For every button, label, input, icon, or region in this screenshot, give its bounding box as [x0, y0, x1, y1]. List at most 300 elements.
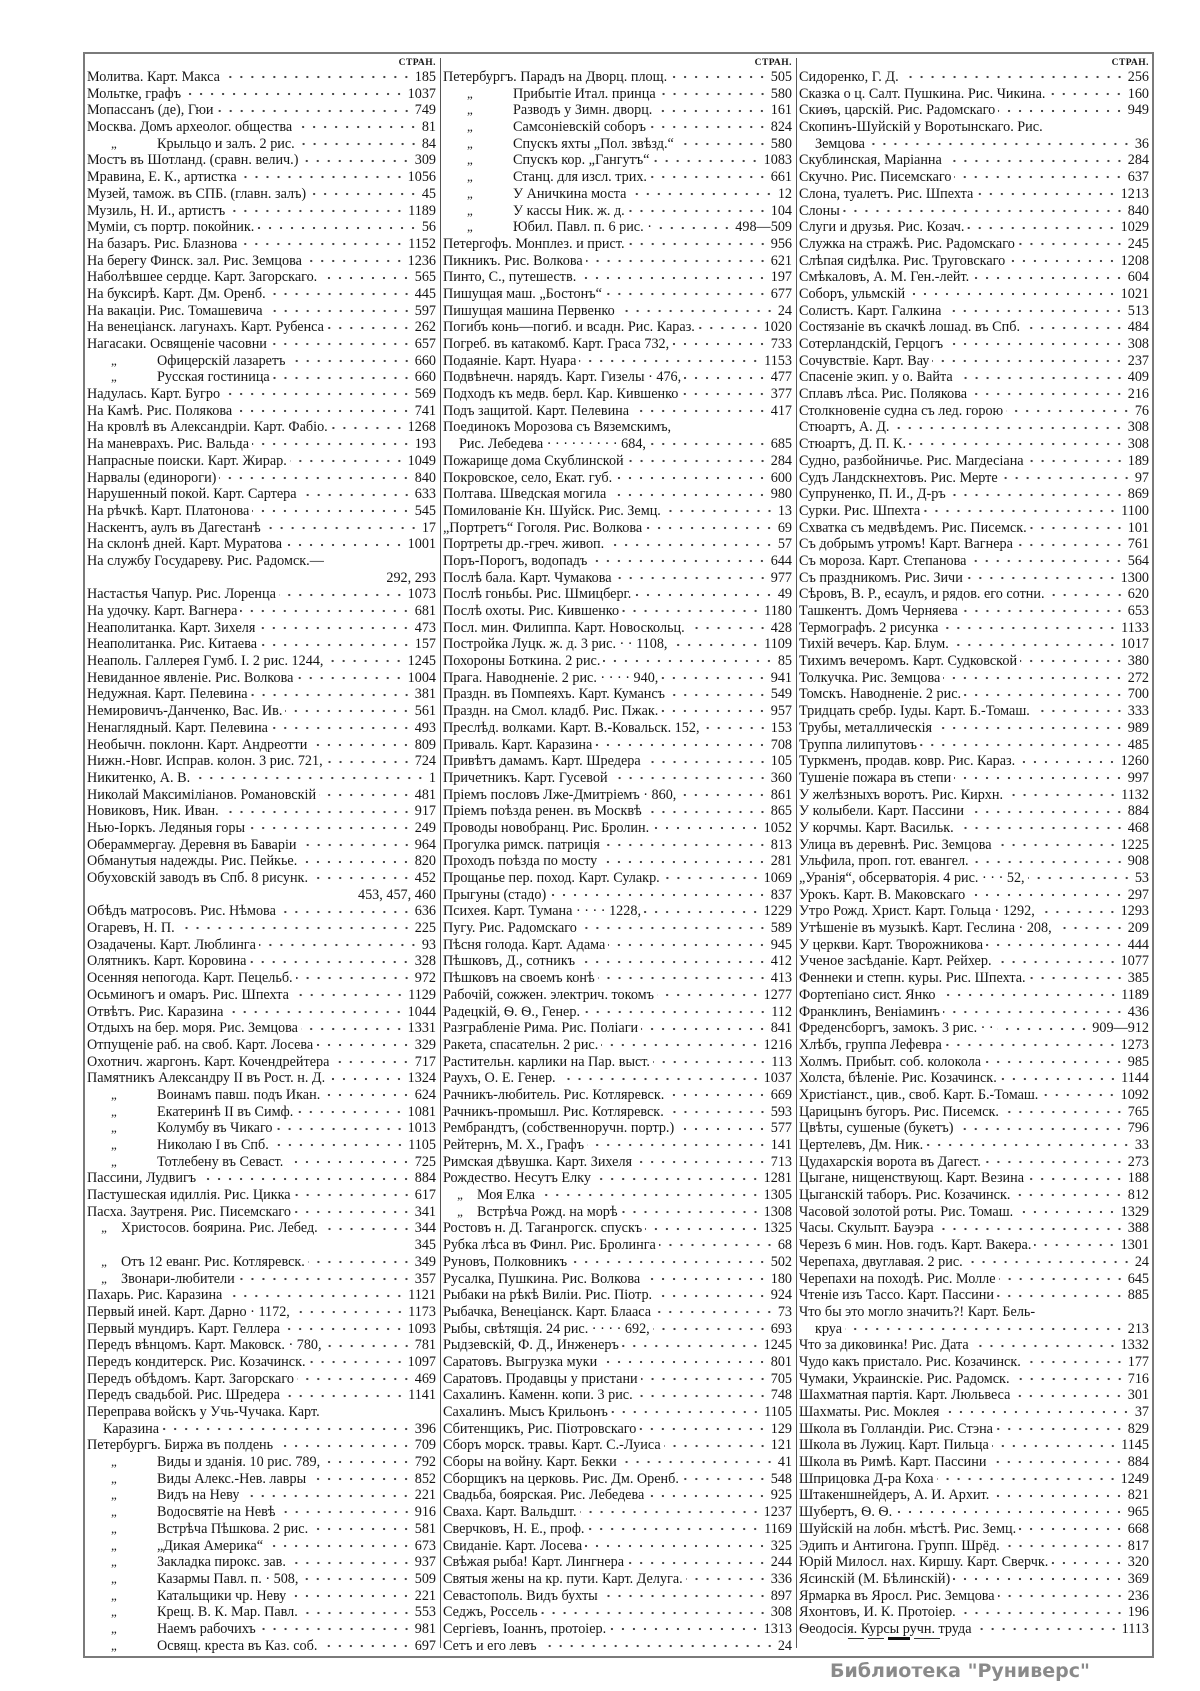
- dot-leader: [538, 1193, 761, 1197]
- dot-leader: [995, 960, 1118, 964]
- index-entry: [443, 686, 794, 703]
- index-entry: [799, 119, 1151, 136]
- ditto-mark: „: [111, 1604, 117, 1620]
- index-entry: [799, 286, 1151, 303]
- dot-leader: [679, 793, 767, 797]
- entry-title: Сваха. Карт. Вальдшт.: [443, 1504, 577, 1521]
- index-entry: [799, 770, 1151, 787]
- entry-title: Пинто, С., путешеств.: [443, 269, 577, 286]
- index-entry: [443, 1220, 794, 1237]
- entry-title: Ученое засѣданіе. Карт. Рейхер.: [799, 953, 992, 970]
- index-entry: [799, 1404, 1151, 1421]
- entry-page-number: 812: [1127, 1187, 1149, 1204]
- entry-page-number: 852: [414, 1470, 436, 1487]
- dot-leader: [605, 292, 768, 296]
- entry-title: Шприцовка Д-ра Коха: [799, 1470, 934, 1487]
- index-entry: [443, 1421, 794, 1438]
- index-entry: [87, 253, 438, 270]
- ditto-mark: „: [111, 1137, 117, 1152]
- dot-leader: [320, 1644, 411, 1648]
- index-entry: [443, 1554, 794, 1571]
- entry-title: Передъ свадьбой. Рис. Шредера: [87, 1387, 280, 1404]
- index-entry: [443, 1638, 794, 1655]
- dot-leader: [260, 643, 412, 647]
- dot-leader: [298, 142, 419, 146]
- entry-title: На венеціанск. лагунахъ. Карт. Рубенса: [87, 319, 324, 336]
- dot-leader: [649, 125, 768, 129]
- dot-leader: [294, 1193, 412, 1197]
- index-entry: [799, 1421, 1151, 1438]
- index-entry: [87, 1321, 438, 1338]
- index-entry: [443, 86, 794, 103]
- entry-page-number: 1: [428, 769, 436, 786]
- index-entry: [443, 1187, 794, 1204]
- dot-leader: [664, 1444, 768, 1448]
- dot-leader: [578, 960, 768, 964]
- dot-leader: [647, 1494, 767, 1498]
- index-entry: [87, 86, 438, 103]
- index-entry: [799, 720, 1151, 737]
- index-entry: [87, 186, 438, 203]
- dot-leader: [652, 159, 760, 163]
- dot-leader: [652, 826, 761, 830]
- dot-leader: [644, 760, 768, 764]
- index-entry: [799, 1154, 1151, 1171]
- dot-leader: [843, 209, 1125, 213]
- entry-title: Цертелевъ, Дм. Ник.: [799, 1137, 924, 1153]
- index-entry: [443, 653, 794, 670]
- index-entry: [87, 1487, 438, 1504]
- index-entry: [443, 269, 794, 286]
- entry-title: Ракета, спасательн. 2 рис.: [443, 1036, 599, 1053]
- dot-leader: [178, 926, 412, 930]
- index-entry: [87, 870, 438, 887]
- index-entry: [443, 1287, 794, 1304]
- dot-leader: [270, 342, 412, 346]
- entry-title: Черезъ 6 мин. Нов. годъ. Карт. Вакера.: [799, 1237, 1032, 1254]
- index-entry: [87, 1521, 438, 1538]
- index-entry: [87, 520, 438, 537]
- dot-leader: [587, 1527, 761, 1531]
- entry-title: Слуги и друзья. Рис. Козач.: [799, 219, 965, 236]
- index-entry: [443, 920, 794, 937]
- entry-page-number: 724: [414, 753, 436, 770]
- entry-page-number: 884: [414, 1170, 436, 1187]
- entry-page-number: 925: [770, 1487, 792, 1504]
- dot-leader: [257, 226, 419, 230]
- entry-title: Судно, разбойничье. Рис. Магдесіана: [799, 452, 1024, 469]
- dot-leader: [549, 893, 768, 897]
- dot-leader: [1029, 976, 1125, 980]
- dot-leader: [661, 676, 767, 680]
- dot-leader: [1019, 1527, 1125, 1531]
- entry-title: Толкучка. Рис. Земцова: [799, 669, 941, 686]
- entry-title: Пассини, Лудвигъ: [87, 1170, 197, 1187]
- index-entry: [443, 1437, 794, 1454]
- index-entry: [799, 670, 1151, 687]
- dot-leader: [276, 1127, 405, 1131]
- entry-title: Ненаглядный. Карт. Пелевина: [87, 719, 268, 736]
- entry-page-number: 1141: [408, 1387, 436, 1404]
- index-entry: [87, 1187, 438, 1204]
- entry-title: Сборъ морск. травы. Карт. С.-Луиса: [443, 1437, 661, 1454]
- entry-title: Франклинъ, Веніаминъ: [799, 1003, 940, 1020]
- entry-page-number: 69: [777, 519, 792, 536]
- entry-title: Рыдзевскій, Ф. Д., Инженеръ: [443, 1337, 619, 1354]
- dot-leader: [976, 192, 1117, 196]
- entry-title: Скублинская, Маріанна: [799, 152, 942, 169]
- entry-title: Соборъ, ульмскій: [799, 285, 906, 302]
- dot-leader: [639, 1427, 767, 1431]
- index-entry: [87, 887, 438, 904]
- index-entry: [87, 953, 438, 970]
- entry-title: Ярмарка въ Яросл. Рис. Земцова: [799, 1587, 995, 1604]
- entry-page-number: 977: [770, 569, 792, 586]
- entry-title: Помилованіе Кн. Шуйск. Рис. Земц.: [443, 502, 661, 519]
- entry-title: Прибытіе Итал. принца: [513, 85, 656, 102]
- entry-page-number: 185: [414, 69, 436, 85]
- index-column-2: [443, 58, 794, 1652]
- ditto-mark: „: [467, 102, 473, 118]
- dot-leader: [667, 1093, 767, 1097]
- entry-title: Офицерскій лазаретъ: [157, 352, 286, 369]
- ditto-mark: „: [111, 1637, 117, 1653]
- entry-title: Царицынъ бугоръ. Рис. Писемск.: [799, 1103, 999, 1120]
- entry-title: Праздн. въ Помпеяхъ. Карт. Кумансъ: [443, 686, 665, 703]
- entry-title: Нижн.-Новг. Исправ. колон. 3 рис. 721,: [87, 753, 323, 770]
- entry-page-number: 197: [770, 269, 792, 286]
- dot-leader: [845, 1327, 1125, 1331]
- ditto-mark: „: [467, 119, 473, 135]
- entry-page-number: 577: [770, 1120, 792, 1137]
- index-entry: [87, 1137, 438, 1154]
- index-entry: [443, 1571, 794, 1588]
- entry-page-number: 1144: [1121, 1070, 1149, 1087]
- entry-page-number: 989: [1127, 719, 1149, 736]
- entry-title: Судъ Ландскнехтовъ. Рис. Мерте: [799, 469, 998, 486]
- index-entry: [443, 470, 794, 487]
- entry-title: Рачникъ-любитель. Рис. Котляревск.: [443, 1086, 665, 1103]
- index-entry: [443, 803, 794, 820]
- entry-page-number: 636: [414, 903, 436, 920]
- entry-page-number: 897: [770, 1587, 792, 1604]
- entry-title: Школа въ Лужиц. Карт. Пильца: [799, 1437, 989, 1454]
- index-entry: [799, 1287, 1151, 1304]
- entry-title: Похороны Боткина. 2 рис.: [443, 653, 601, 670]
- index-entry: [443, 1304, 794, 1321]
- index-entry: [443, 336, 794, 353]
- index-entry: [799, 319, 1151, 336]
- index-entry: [799, 853, 1151, 870]
- dot-leader: [292, 993, 405, 997]
- dot-leader: [586, 259, 768, 263]
- entry-title: У колыбели. Карт. Пассини: [799, 803, 964, 820]
- index-entry: [799, 1571, 1151, 1588]
- dot-leader: [226, 1010, 404, 1014]
- entry-title: Послѣ бала. Карт. Чумакова: [443, 569, 612, 586]
- entry-page-number: 781: [414, 1337, 436, 1354]
- entry-page-number: 1245: [763, 1337, 792, 1354]
- entry-page-number: 597: [414, 302, 436, 319]
- ditto-mark: „: [467, 185, 473, 201]
- entry-page-number: 24: [777, 302, 792, 319]
- entry-title: Сотерландскій, Герцогъ: [799, 336, 944, 352]
- index-entry: [443, 737, 794, 754]
- entry-page-number: 93: [421, 936, 436, 953]
- entry-page-number: 281: [770, 853, 792, 870]
- entry-title: Стюартъ, А. Д.: [799, 419, 890, 436]
- entry-title: Холста, бѣленіе. Рис. Козачинск.: [799, 1070, 997, 1087]
- entry-page-number: 301: [1127, 1387, 1149, 1404]
- entry-page-number: 1249: [1120, 1470, 1149, 1487]
- entry-title: Яхонтовъ, И. К. Протоіер.: [799, 1604, 956, 1621]
- entry-page-number: 1305: [763, 1187, 792, 1204]
- index-entry: [443, 953, 794, 970]
- dot-leader: [670, 75, 768, 79]
- entry-title: Свиданіе. Карт. Лосева: [443, 1537, 583, 1554]
- dot-leader: [1002, 1110, 1125, 1114]
- dot-leader: [975, 1627, 1119, 1631]
- entry-title: Цыгане, нищенствующ. Карт. Везина: [799, 1170, 1025, 1187]
- entry-title: У Аничкина моста: [513, 185, 627, 202]
- dot-leader: [1038, 1310, 1146, 1314]
- index-entry: [799, 520, 1151, 537]
- index-entries: [87, 69, 438, 1654]
- entry-title: Ясинскій (М. Бѣлинскій): [799, 1570, 951, 1587]
- dot-leader: [1013, 1377, 1125, 1381]
- entry-page-number: 677: [770, 285, 792, 302]
- index-entry: [87, 119, 438, 136]
- entry-page-number: 193: [414, 436, 436, 453]
- entry-page-number: 320: [1127, 1554, 1149, 1571]
- entry-page-number: 909—912: [1092, 1020, 1149, 1037]
- entry-page-number: 1081: [407, 1103, 436, 1120]
- index-entry: [87, 720, 438, 737]
- index-entry: [443, 1521, 794, 1538]
- entry-page-number: 916: [414, 1504, 436, 1521]
- dot-leader: [1000, 1077, 1118, 1081]
- entry-page-number: 1044: [407, 1003, 436, 1020]
- index-entry: [799, 887, 1151, 904]
- entry-title: Моя Елка: [477, 1187, 535, 1204]
- dot-leader: [600, 860, 767, 864]
- entry-title: У корчмы. Карт. Васильк.: [799, 819, 954, 836]
- entry-page-number: 49: [777, 586, 792, 603]
- index-entry: [443, 1004, 794, 1021]
- entry-title: Сказка о ц. Салт. Пушкина. Рис. Чикина.: [799, 85, 1046, 102]
- dot-leader: [106, 893, 355, 897]
- entry-title: Шубертъ, Ѳ. Ѳ.: [799, 1504, 893, 1521]
- dot-leader: [320, 276, 411, 280]
- entry-page-number: 1300: [1120, 569, 1149, 586]
- dot-leader: [949, 493, 1125, 497]
- index-entry: [799, 1454, 1151, 1471]
- dot-leader: [615, 576, 768, 580]
- entry-title: Чумаки, Украинскіе. Рис. Радомск.: [799, 1370, 1010, 1387]
- entry-page-number: 717: [414, 1053, 436, 1070]
- dot-leader: [310, 743, 411, 747]
- entry-page-number: 1052: [763, 819, 792, 836]
- dot-leader: [999, 1277, 1125, 1281]
- entry-title: Погреб. въ катакомб. Карт. Граса 732,: [443, 336, 670, 352]
- index-entry: [87, 386, 438, 403]
- entry-title: Сетъ и его левъ: [443, 1637, 537, 1654]
- index-entry: [443, 1404, 794, 1421]
- dot-leader: [1003, 1544, 1125, 1548]
- index-entry: [443, 253, 794, 270]
- entry-page-number: 1004: [407, 669, 436, 686]
- dot-leader: [686, 1577, 768, 1581]
- index-entry: [87, 1421, 438, 1438]
- entry-title: Поръ-Порогъ, водопадъ: [443, 552, 588, 569]
- index-entry: [87, 1304, 438, 1321]
- dot-leader: [997, 1294, 1125, 1298]
- entry-page-number: 821: [1127, 1487, 1149, 1504]
- dot-leader: [279, 910, 412, 914]
- index-entry: [87, 536, 438, 553]
- entry-page-number: 1273: [1120, 1036, 1149, 1053]
- dot-leader: [969, 559, 1124, 563]
- dot-leader: [967, 810, 1125, 814]
- dot-leader: [240, 609, 411, 613]
- entry-page-number: 388: [1127, 1220, 1149, 1237]
- entry-title: Отпущеніе раб. на своб. Карт. Лосева: [87, 1036, 314, 1053]
- entry-title: Труппа лилипутовъ: [799, 736, 917, 753]
- dot-leader: [1033, 709, 1125, 713]
- dot-leader: [632, 409, 768, 413]
- entry-page-number: 1013: [407, 1120, 436, 1137]
- index-entry: [87, 703, 438, 720]
- entry-page-number: 1189: [408, 202, 436, 219]
- entry-page-number: 937: [414, 1554, 436, 1571]
- entry-title: Скучно. Рис. Писемскаго: [799, 169, 952, 186]
- index-entry: [799, 1521, 1151, 1538]
- dot-leader: [674, 426, 789, 430]
- index-entry: [87, 1204, 438, 1221]
- dot-leader: [1006, 409, 1132, 413]
- entry-title: Юрій Милосл. нах. Киршу. Карт. Сверчк.: [799, 1554, 1049, 1571]
- entry-title: Рис. Лебедева · · · · · · · · · 684,: [459, 436, 646, 453]
- page-column-header: СТРАН.: [754, 58, 792, 68]
- entry-title: На вакаціи. Рис. Томашевича: [87, 302, 263, 319]
- entry-page-number: 617: [414, 1187, 436, 1204]
- index-entry: [443, 1137, 794, 1154]
- dot-leader: [296, 976, 412, 980]
- dot-leader: [636, 1394, 768, 1398]
- dot-leader: [892, 426, 1124, 430]
- entry-page-number: 297: [1127, 886, 1149, 903]
- dot-leader: [998, 1594, 1125, 1598]
- entry-title: Наскентъ, аулъ въ Дагестанѣ: [87, 519, 261, 536]
- dot-leader: [908, 292, 1118, 296]
- entry-title: Цвѣты, сушеные (букетъ): [799, 1120, 954, 1137]
- entry-title: Освящ. креста въ Каз. соб.: [157, 1637, 318, 1654]
- dot-leader: [285, 709, 411, 713]
- entry-page-number: 569: [414, 386, 436, 403]
- index-entry: [799, 419, 1151, 436]
- index-entry: [799, 1170, 1151, 1187]
- entry-page-number: 621: [770, 252, 792, 269]
- dot-leader: [986, 943, 1125, 947]
- ditto-mark: „: [111, 1504, 117, 1520]
- dot-leader: [540, 1644, 775, 1648]
- entry-title: Сергіевъ, Іоаннъ, протоіер.: [443, 1620, 607, 1637]
- index-page: [83, 52, 1154, 1658]
- dot-leader: [968, 893, 1125, 897]
- page-column-header: СТРАН.: [398, 58, 436, 68]
- dot-leader: [259, 943, 419, 947]
- ditto-mark: „: [111, 1120, 117, 1136]
- entry-page-number: 561: [414, 703, 436, 720]
- index-entry: [799, 820, 1151, 837]
- index-entry: [443, 837, 794, 854]
- dot-leader: [223, 75, 412, 79]
- index-entry: [87, 403, 438, 420]
- entry-title: Рачникъ-промышл. Рис. Котляревск.: [443, 1103, 664, 1120]
- ditto-mark: „: [111, 1537, 117, 1553]
- dot-leader: [942, 1410, 1131, 1414]
- entry-page-number: 1329: [1120, 1203, 1149, 1220]
- index-entry: [443, 303, 794, 320]
- entry-page-number: 68: [777, 1237, 792, 1254]
- dot-leader: [249, 960, 411, 964]
- dot-leader: [326, 659, 404, 663]
- entry-page-number: 669: [770, 1086, 792, 1103]
- dot-leader: [664, 509, 775, 513]
- entry-page-number: 1113: [1121, 1620, 1149, 1637]
- index-column-1: [87, 58, 438, 1652]
- index-entry: [799, 1554, 1151, 1571]
- index-entry: [87, 570, 438, 587]
- entry-page-number: 1331: [407, 1020, 436, 1037]
- dot-leader: [296, 1110, 404, 1114]
- dot-leader: [590, 559, 767, 563]
- dot-leader: [618, 309, 775, 313]
- index-entry: [87, 1254, 438, 1271]
- index-entry: [87, 620, 438, 637]
- entry-title: Пикникъ. Рис. Волкова: [443, 252, 583, 269]
- entry-page-number: 965: [1127, 1504, 1149, 1521]
- index-entry: [443, 1621, 794, 1638]
- index-entry: [443, 987, 794, 1004]
- entry-page-number: 121: [770, 1437, 792, 1454]
- entry-title: Праздн. на Смол. кладб. Рис. Пжак.: [443, 703, 659, 720]
- ditto-mark: „: [101, 1270, 107, 1286]
- entry-page-number: 1073: [407, 586, 436, 603]
- dot-leader: [1027, 459, 1125, 463]
- index-entry: [443, 1471, 794, 1488]
- dot-leader: [300, 843, 412, 847]
- entry-page-number: 1173: [408, 1303, 436, 1320]
- dot-leader: [607, 543, 775, 547]
- index-entry: [799, 86, 1151, 103]
- index-entry: [443, 586, 794, 603]
- index-entry: [799, 1471, 1151, 1488]
- index-entry: [799, 203, 1151, 220]
- entry-title: Спасеніе экип. у о. Вайта: [799, 369, 953, 386]
- entry-page-number: 565: [414, 269, 436, 286]
- dot-leader: [703, 726, 768, 730]
- entry-page-number: 1121: [408, 1287, 436, 1304]
- entry-page-number: 444: [1127, 936, 1149, 953]
- dot-leader: [323, 1460, 412, 1464]
- entry-page-number: 502: [770, 1253, 792, 1270]
- entry-page-number: 633: [414, 486, 436, 503]
- entry-page-number: 153: [770, 719, 792, 736]
- dot-leader: [601, 1594, 768, 1598]
- entry-title: Шахматы. Рис. Моклея: [799, 1404, 940, 1420]
- entry-page-number: 681: [414, 603, 436, 619]
